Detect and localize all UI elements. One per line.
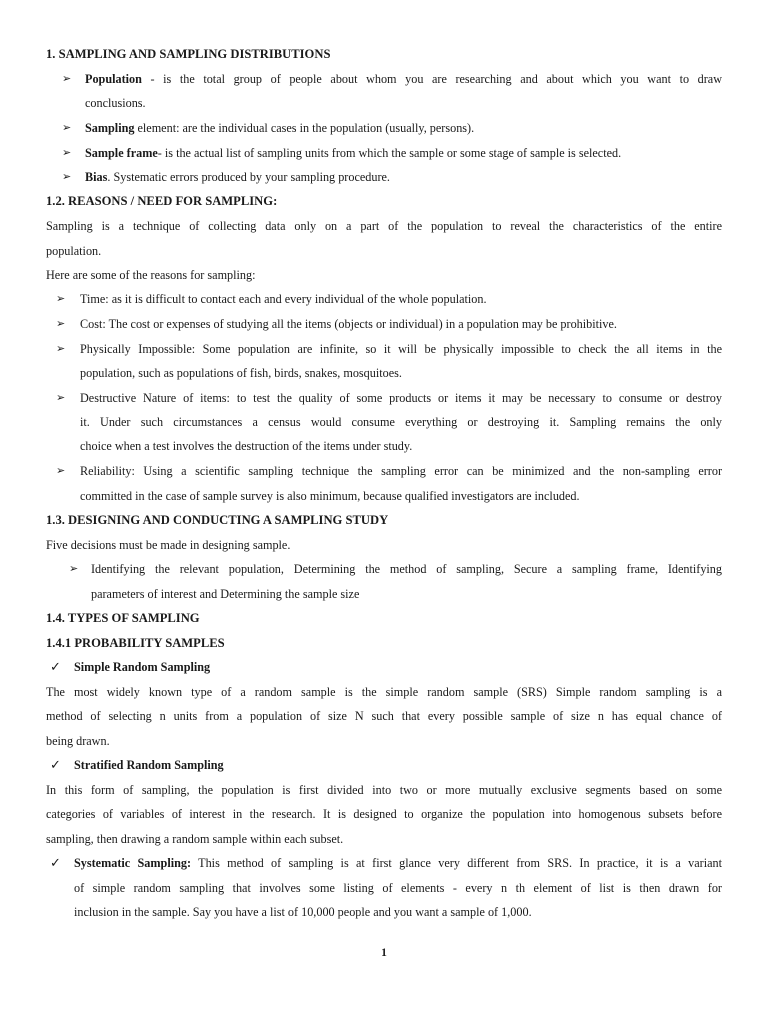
population-definition	[85, 67, 722, 91]
arrowhead-bullet-icon: ➢	[62, 171, 72, 183]
term-sample-frame: Sample frame	[85, 146, 158, 160]
reason-physically-impossible: Physically Impossible: Some population are infinite, so it will be physically impossible to check the all items in the	[80, 342, 722, 356]
systematic-heading: Systematic Sampling:	[74, 856, 192, 870]
sample-frame-text: - is the actual list of sampling units from which the sample or some stage of sample is selected.	[157, 146, 622, 160]
srs-line-3: being drawn.	[46, 734, 110, 748]
decisions-item: Identifying the relevant population, Determining the method of sampling, Secure a sampling frame, Identifying	[91, 562, 722, 576]
reasons-lead: Here are some of the reasons for sampling:	[46, 268, 256, 282]
systematic-line-2: of simple random sampling that involves some listing of elements - every n th element of list is then drawn for	[74, 881, 722, 895]
arrowhead-bullet-icon: ➢	[62, 147, 72, 159]
checkmark-icon: ✓	[50, 855, 61, 870]
reason-cost: Cost: The cost or expenses of studying all the items (objects or individual) in a population may be prohibitive.	[80, 317, 617, 331]
section-1-heading: 1. SAMPLING AND SAMPLING DISTRIBUTIONS	[46, 47, 331, 61]
arrowhead-bullet-icon: ➢	[69, 563, 79, 575]
term-bias: Bias	[85, 170, 108, 184]
srs-line-2: method of selecting n units from a population of size N such that every possible sample of size n has equal chance of	[46, 709, 722, 723]
arrowhead-bullet-icon: ➢	[56, 465, 66, 477]
page-number: 1	[381, 947, 387, 959]
arrowhead-bullet-icon: ➢	[56, 343, 66, 355]
reason-destructive-nature: Destructive Nature of items: to test the quality of some products or items it may be necessary to consume or destroy	[80, 391, 722, 405]
arrowhead-bullet-icon: ➢	[56, 318, 66, 330]
stratified-line-1: In this form of sampling, the population is first divided into two or more mutually exclusive segments based on some	[46, 783, 722, 797]
sampling-intro-line-1: Sampling is a technique of collecting data only on a part of the population to reveal the characteristics of the entire	[46, 219, 722, 233]
bias-text: . Systematic errors produced by your sampling procedure.	[107, 170, 390, 184]
reason-destructive-nature-cont: it. Under such circumstances a census would consume everything or destroying it. Sampling remains the only	[80, 415, 722, 429]
reason-reliability-cont: committed in the case of sample survey is also minimum, because qualified investigators are included.	[80, 489, 580, 503]
reason-time: Time: as it is difficult to contact each and every individual of the whole population.	[80, 292, 487, 306]
stratified-heading: Stratified Random Sampling	[74, 758, 224, 772]
systematic-line-1	[74, 851, 722, 875]
arrowhead-bullet-icon: ➢	[62, 122, 72, 134]
reason-reliability: Reliability: Using a scientific sampling technique the sampling error can be minimized and the non-sampling error	[80, 464, 722, 478]
checkmark-icon: ✓	[50, 757, 61, 772]
decisions-lead: Five decisions must be made in designing sample.	[46, 538, 291, 552]
section-1-2-heading: 1.2. REASONS / NEED FOR SAMPLING:	[46, 194, 278, 208]
section-1-4-heading: 1.4. TYPES OF SAMPLING	[46, 611, 200, 625]
term-sampling: Sampling	[85, 121, 135, 135]
sampling-intro-line-2: population.	[46, 244, 102, 258]
section-1-4-1-heading: 1.4.1 PROBABILITY SAMPLES	[46, 636, 225, 650]
bias-definition	[85, 165, 722, 189]
arrowhead-bullet-icon: ➢	[62, 73, 72, 85]
systematic-line-3: inclusion in the sample. Say you have a list of 10,000 people and you want a sample of 1,000.	[74, 905, 532, 919]
section-1-3-heading: 1.3. DESIGNING AND CONDUCTING A SAMPLING STUDY	[46, 513, 389, 527]
decisions-item-cont: parameters of interest and Determining the sample size	[91, 587, 360, 601]
reason-destructive-nature-end: choice when a test involves the destruction of the items under study.	[80, 439, 413, 453]
term-population: Population	[85, 72, 142, 86]
arrowhead-bullet-icon: ➢	[56, 293, 66, 305]
population-definition-cont: conclusions.	[85, 96, 146, 110]
systematic-text: This method of sampling is at first glance very different from SRS. In practice, it is a variant	[191, 856, 723, 870]
reason-physically-impossible-cont: population, such as populations of fish, birds, snakes, mosquitoes.	[80, 366, 402, 380]
population-text: - is the total group of people about whom you are researching and about which you want to draw	[141, 72, 722, 86]
sample-frame-definition	[85, 141, 722, 165]
srs-line-1: The most widely known type of a random sample is the simple random sample (SRS) Simple random sampling is a	[46, 685, 722, 699]
srs-heading: Simple Random Sampling	[74, 660, 211, 674]
sampling-element-definition	[85, 116, 722, 140]
stratified-line-3: sampling, then drawing a random sample within each subset.	[46, 832, 344, 846]
checkmark-icon: ✓	[50, 659, 61, 674]
sampling-element-text: element: are the individual cases in the population (usually, persons).	[134, 121, 475, 135]
stratified-line-2: categories of variables of interest in the research. It is designed to organize the population into homogenous subsets before	[46, 807, 722, 821]
arrowhead-bullet-icon: ➢	[56, 392, 66, 404]
